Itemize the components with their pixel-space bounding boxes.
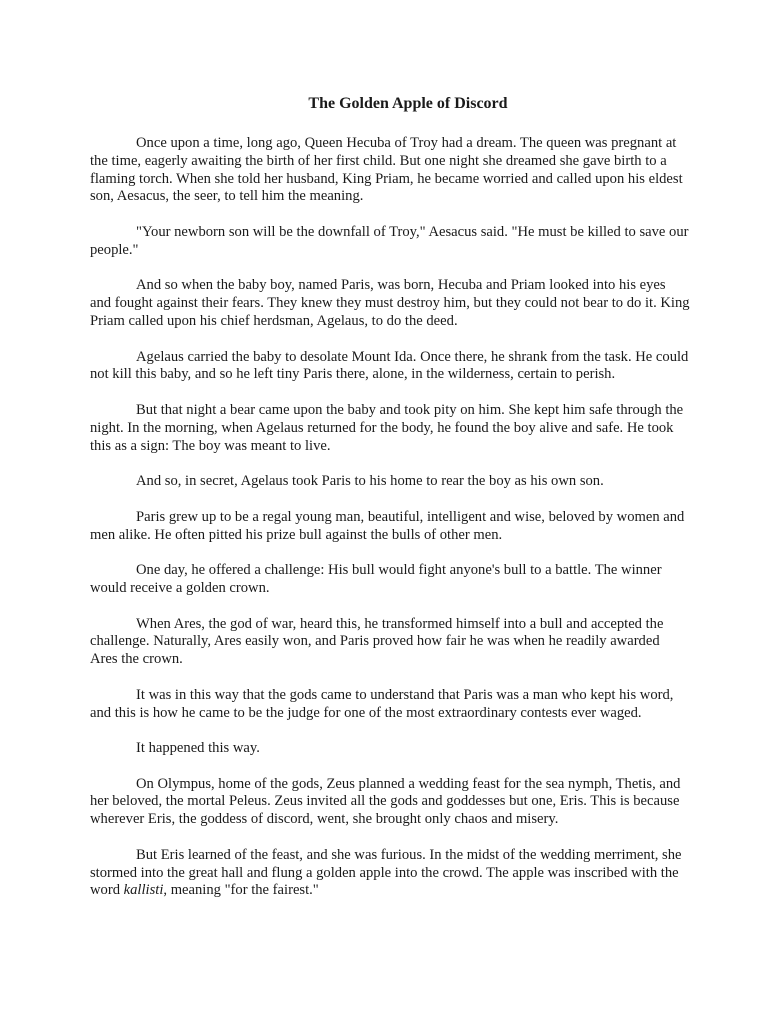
italic-word: kallisti bbox=[123, 882, 164, 899]
paragraph: "Your newborn son will be the downfall of Troy," Aesacus said. "He must be killed to save our people." bbox=[90, 223, 689, 258]
paragraph: Agelaus carried the baby to desolate Mount Ida. Once there, he shrank from the task. He could not kill this baby, and so he left tiny Paris there, alone, in the wilderness, certain to perish. bbox=[90, 348, 689, 383]
paragraph: It was in this way that the gods came to understand that Paris was a man who kept his word, and this is how he came to be the judge for one of the most extraordinary contests ever waged. bbox=[90, 686, 674, 721]
paragraph: And so when the baby boy, named Paris, was born, Hecuba and Priam looked into his eyes and fought against their fears. They knew they must destroy him, but they could not bear to do it. King Priam called upon his chief herdsman, Agelaus, to do the deed. bbox=[90, 277, 690, 329]
paragraph: And so, in secret, Agelaus took Paris to his home to rear the boy as his own son. bbox=[136, 473, 604, 490]
paragraph: When Ares, the god of war, heard this, he transformed himself into a bull and accepted the challenge. Naturally, Ares easily won, and Paris proved how fair he was when he readily awarded Ares the crown. bbox=[90, 615, 664, 668]
document-title: The Golden Apple of Discord bbox=[308, 95, 508, 112]
paragraph: One day, he offered a challenge: His bull would fight anyone's bull to a battle. The winner would receive a golden crown. bbox=[90, 562, 662, 596]
paragraph: It happened this way. bbox=[136, 740, 260, 757]
paragraph-text: But Eris learned of the feast, and she was furious. In the midst of the wedding merriment, she stormed into the great hall and flung a golden apple into the crowd. The apple was inscribed with the word bbox=[90, 846, 682, 899]
paragraph-last bbox=[90, 847, 690, 900]
paragraph: But that night a bear came upon the baby and took pity on him. She kept him safe through the night. In the morning, when Agelaus returned for the body, he found the boy alive and safe. He took this as a sign: The boy was meant to live. bbox=[90, 401, 684, 454]
paragraph: Once upon a time, long ago, Queen Hecuba of Troy had a dream. The queen was pregnant at the time, eagerly awaiting the birth of her first child. But one night she dreamed she gave birth to a flaming torch. When she told her husband, King Priam, he became worried and called upon his eldest son, Aesacus, the seer, to tell him the meaning. bbox=[90, 135, 683, 205]
paragraph: On Olympus, home of the gods, Zeus planned a wedding feast for the sea nymph, Thetis, and her beloved, the mortal Peleus. Zeus invited all the gods and goddesses but one, Eris. This is because wherever Eris, the goddess of discord, went, she brought only chaos and misery. bbox=[90, 775, 681, 828]
paragraph-text: , meaning "for the fairest." bbox=[163, 882, 319, 899]
paragraph: Paris grew up to be a regal young man, beautiful, intelligent and wise, beloved by women and men alike. He often pitted his prize bull against the bulls of other men. bbox=[90, 508, 685, 543]
document-body bbox=[90, 135, 690, 918]
